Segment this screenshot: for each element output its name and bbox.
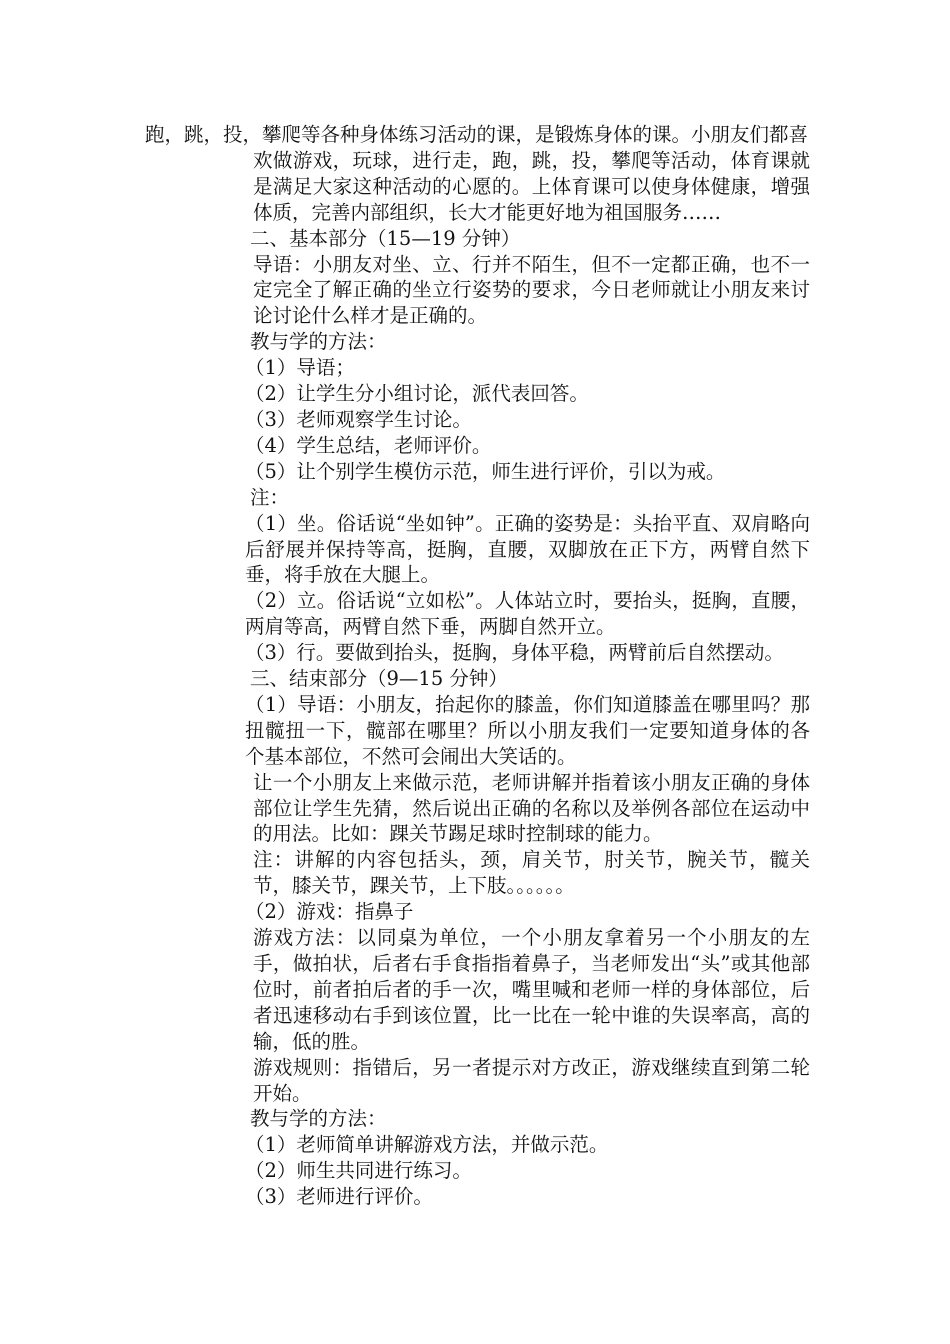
list-item: （2）让学生分小组讨论，派代表回答。 bbox=[245, 382, 589, 406]
note-item-sit: （1）坐。俗话说“坐如钟”。正确的姿势是：头抬平直、双肩略向后舒展并保持等高，挺胸，直腰，双脚放在正下方，两臂自然下垂，将手放在大腿上。 bbox=[245, 511, 810, 587]
list-item: （1）导语； bbox=[245, 356, 355, 380]
paragraph-guide-body-parts: （1）导语：小朋友，抬起你的膝盖，你们知道膝盖在哪里吗？那扭髋扭一下，髋部在哪里？所以小朋友我们一定要知道身体的各个基本部位，不然可会闹出大笑话的。 bbox=[245, 692, 810, 768]
game-title: （2）游戏：指鼻子 bbox=[245, 900, 414, 924]
section-heading-basic: 二、基本部分（15—19 分钟） bbox=[250, 226, 521, 250]
list-item: （5）让个别学生模仿示范，师生进行评价，引以为戒。 bbox=[245, 459, 726, 483]
subheading-note: 注： bbox=[250, 485, 290, 509]
note-item-walk: （3）行。要做到抬头，挺胸，身体平稳，两臂前后自然摆动。 bbox=[245, 641, 784, 665]
paragraph-note-contents: 注：讲解的内容包括头，颈，肩关节，肘关节，腕关节，髋关节，膝关节，踝关节，上下肢。。。。。。 bbox=[253, 848, 810, 898]
document-body bbox=[145, 122, 810, 1210]
section-heading-ending: 三、结束部分（9—15 分钟） bbox=[250, 667, 508, 691]
subheading-methods: 教与学的方法： bbox=[250, 330, 387, 354]
paragraph-guide-posture: 导语：小朋友对坐、立、行并不陌生，但不一定都正确，也不一定完全了解正确的坐立行姿势的要求，今日老师就让小朋友来讨论讨论什么样才是正确的。 bbox=[253, 252, 810, 328]
paragraph-game-rules: 游戏规则：指错后，另一者提示对方改正，游戏继续直到第二轮开始。 bbox=[253, 1055, 810, 1105]
list-item: （1）老师简单讲解游戏方法，并做示范。 bbox=[245, 1133, 609, 1157]
paragraph-demonstration: 让一个小朋友上来做示范，老师讲解并指着该小朋友正确的身体部位让学生先猜，然后说出正确的名称以及举例各部位在运动中的用法。比如：踝关节踢足球时控制球的能力。 bbox=[253, 770, 810, 846]
list-item: （3）老师进行评价。 bbox=[245, 1185, 433, 1209]
subheading-methods-2: 教与学的方法： bbox=[250, 1107, 387, 1131]
note-item-stand: （2）立。俗话说“立如松”。人体站立时，要抬头，挺胸，直腰，两肩等高，两臂自然下垂，两脚自然开立。 bbox=[245, 589, 810, 639]
paragraph-pe-purpose: 欢做游戏，玩球，进行走，跑，跳，投，攀爬等活动，体育课就是满足大家这种活动的心愿的。上体育课可以使身体健康，增强体质，完善内部组织，长大才能更好地为祖国服务…… bbox=[253, 148, 810, 224]
list-item: （2）师生共同进行练习。 bbox=[245, 1159, 472, 1183]
paragraph-game-method: 游戏方法：以同桌为单位，一个小朋友拿着另一个小朋友的左手，做拍状，后者右手食指指着鼻子，当老师发出“头”或其他部位时，前者拍后者的手一次，嘴里喊和老师一样的身体部位，后者迅速移动右手到该位置，比一比在一轮中谁的失误率高，高的输，低的胜。 bbox=[253, 926, 810, 1053]
list-item: （3）老师观察学生讨论。 bbox=[245, 407, 472, 431]
paragraph-intro-continued: 跑，跳，投，攀爬等各种身体练习活动的课，是锻炼身体的课。小朋友们都喜 bbox=[145, 123, 809, 146]
list-item: （4）学生总结，老师评价。 bbox=[245, 433, 492, 457]
